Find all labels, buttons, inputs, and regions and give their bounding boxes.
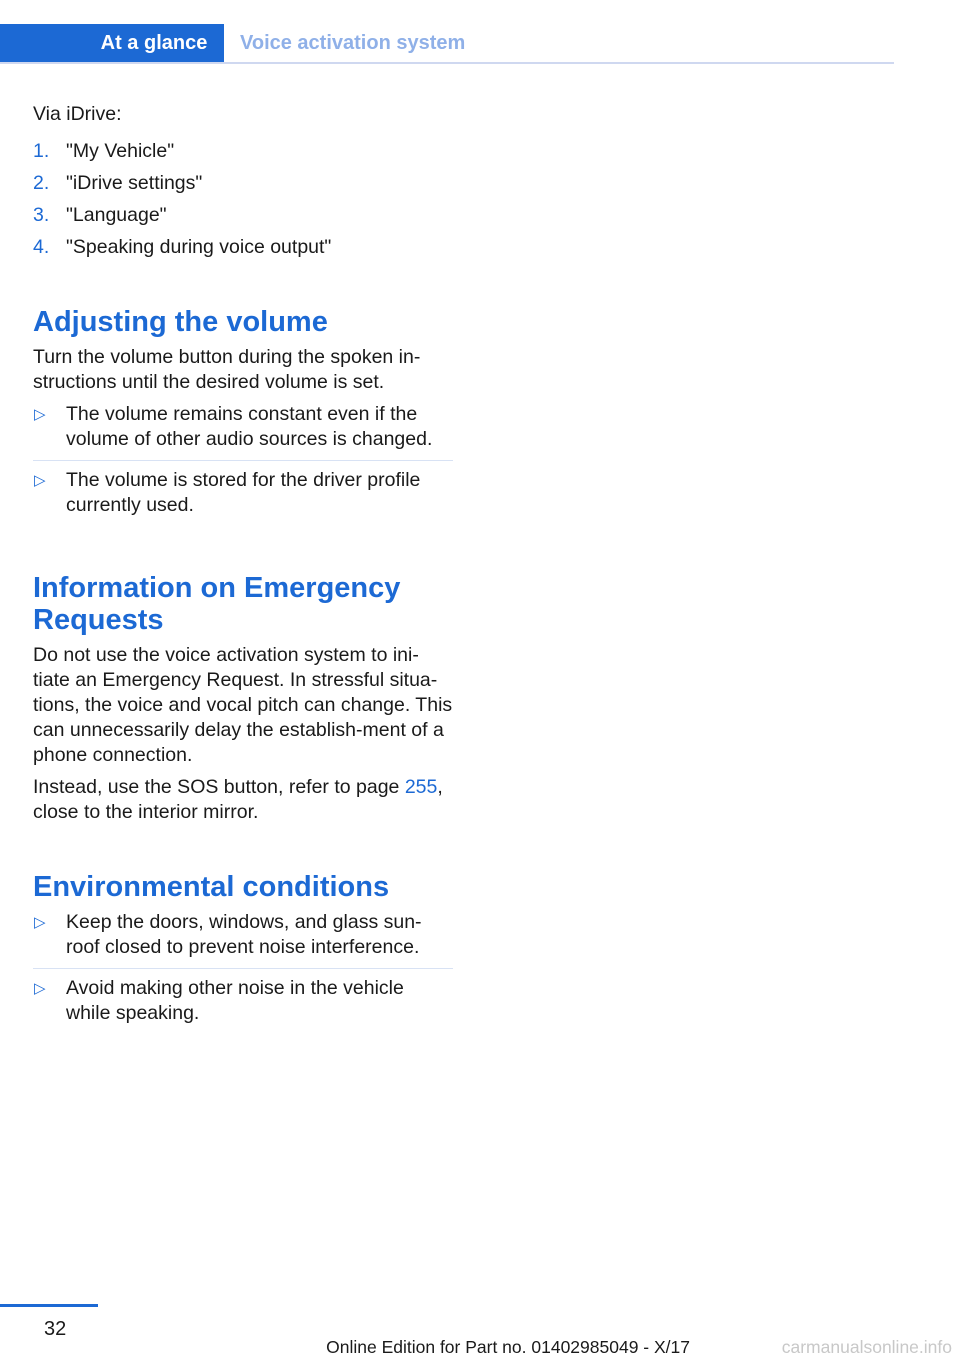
triangle-bullet-icon: ▷ xyxy=(34,472,46,489)
volume-heading: Adjusting the volume xyxy=(33,306,328,338)
bullet-text: The volume remains constant even if the volume of other audio sources is changed. xyxy=(66,403,433,450)
footer-edition: Online Edition for Part no. 01402985049 - X/17 xyxy=(326,1337,690,1357)
bullet-item xyxy=(33,468,453,526)
step-number: 2. xyxy=(33,172,50,194)
header-section-label: At a glance xyxy=(84,24,224,62)
watermark: carmanualsonline.info xyxy=(781,1337,952,1357)
instead-text-before: Instead, use the SOS button, refer to page xyxy=(33,776,405,798)
step-number: 3. xyxy=(33,204,50,226)
bullet-item xyxy=(33,910,453,969)
volume-bullets xyxy=(33,402,453,526)
triangle-bullet-icon: ▷ xyxy=(34,980,46,997)
footer-rule xyxy=(0,1304,98,1307)
step-item xyxy=(33,171,453,196)
page-header xyxy=(0,24,894,64)
step-item xyxy=(33,139,453,164)
step-number: 4. xyxy=(33,236,50,258)
bullet-item xyxy=(33,976,453,1034)
step-text: "Language" xyxy=(66,204,167,226)
idrive-steps-list xyxy=(33,139,453,260)
step-item xyxy=(33,235,453,260)
environment-heading: Environmental conditions xyxy=(33,871,390,903)
triangle-bullet-icon: ▷ xyxy=(34,914,46,931)
page-reference-link[interactable]: 255 xyxy=(404,776,438,798)
intro-text: Via iDrive: xyxy=(33,103,122,125)
step-text: "Speaking during voice output" xyxy=(66,236,332,258)
volume-text: Turn the volume button during the spoken in-structions until the desired volume is set. xyxy=(33,346,421,393)
page-number: 32 xyxy=(44,1318,67,1340)
emergency-instead-text xyxy=(33,775,453,825)
bullet-text: Avoid making other noise in the vehicle while speaking. xyxy=(66,977,404,1024)
header-accent-bar xyxy=(0,24,84,62)
bullet-text: The volume is stored for the driver profile currently used. xyxy=(66,469,421,516)
triangle-bullet-icon: ▷ xyxy=(34,406,46,423)
main-content xyxy=(33,102,453,1041)
bullet-text: Keep the doors, windows, and glass sun-roof closed to prevent noise interference. xyxy=(66,911,422,958)
header-chapter-label: Voice activation system xyxy=(240,32,466,54)
step-item xyxy=(33,203,453,228)
emergency-text: Do not use the voice activation system to ini-tiate an Emergency Request. In stressful situa-tions, the voice and vocal pitch can change. This can unnecessarily delay the establish-ment of a phone connection. xyxy=(33,644,453,766)
step-number: 1. xyxy=(33,140,50,162)
step-text: "My Vehicle" xyxy=(66,140,175,162)
instead-text-after: , close to the interior mirror. xyxy=(33,776,443,823)
bullet-item xyxy=(33,402,453,461)
environment-bullets xyxy=(33,910,453,1034)
step-text: "iDrive settings" xyxy=(66,172,203,194)
emergency-heading: Information on Emergency Requests xyxy=(33,572,401,636)
